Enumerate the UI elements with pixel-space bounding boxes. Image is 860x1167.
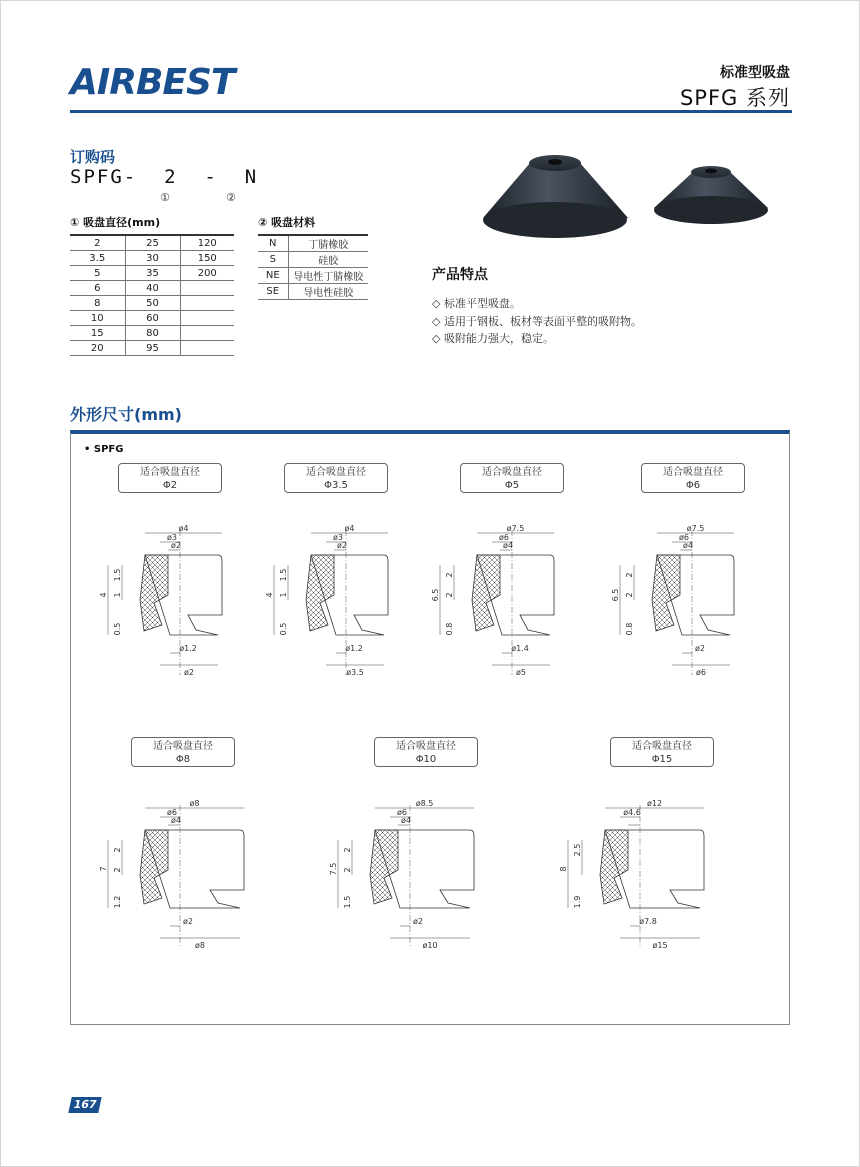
order-marker-1: ①: [160, 191, 170, 204]
table-cell: 3.5: [70, 251, 125, 266]
dim-total-height: 4: [265, 592, 274, 598]
brand-logo: [70, 62, 235, 103]
table-cell: 80: [125, 326, 180, 341]
caption-size: Φ2: [162, 480, 178, 491]
diameter-row: [70, 266, 234, 281]
diameter-row: [70, 251, 234, 266]
caption-label: 适合吸盘直径: [663, 467, 723, 478]
dim-inner-diameter: ø2: [337, 541, 347, 550]
dim-bottom-inner: ø1.2: [179, 644, 197, 653]
table-cell: 5: [70, 266, 125, 281]
dim-height-1: 1.5: [279, 568, 288, 582]
dim-mid-diameter: ø6: [679, 533, 689, 542]
order-marker-2: ②: [226, 191, 236, 204]
caption-label: 适合吸盘直径: [140, 467, 200, 478]
table-cell: [180, 326, 234, 341]
product-photo: [478, 148, 778, 248]
dim-bottom-outer: ø15: [652, 941, 668, 950]
dim-top-diameter: ø4: [178, 524, 189, 533]
dim-top-diameter: ø7.5: [506, 524, 525, 533]
suitable-size-caption: [131, 737, 235, 767]
feature-item: ◇ 标准平型吸盘。: [432, 297, 521, 310]
table-cell: 导电性硅胶: [288, 284, 368, 300]
cup-section-drawing: [612, 515, 762, 690]
caption-label: 适合吸盘直径: [153, 741, 213, 752]
dim-total-height: 4: [99, 592, 108, 598]
table-cell: SE: [258, 284, 288, 300]
table-cell: 导电性丁腈橡胶: [288, 268, 368, 284]
dim-height-1: 2: [445, 572, 454, 578]
table-cell: 25: [125, 235, 180, 251]
brand-name: AIRBEST: [70, 62, 235, 103]
dim-inner-diameter: ø4: [401, 816, 411, 825]
header-rule: [70, 110, 792, 113]
suitable-size-caption: [460, 463, 564, 493]
cup-section-drawing: [330, 790, 500, 965]
caption-size: Φ15: [651, 754, 673, 765]
table-cell: 8: [70, 296, 125, 311]
diameter-row: [70, 281, 234, 296]
table-cell: 6: [70, 281, 125, 296]
dim-total-height: 6.5: [611, 588, 620, 602]
material-table: [258, 234, 368, 300]
table-cell: 150: [180, 251, 234, 266]
dim-total-height: 7.5: [329, 862, 338, 876]
dimensions-series-label: • SPFG: [84, 444, 124, 455]
table-cell: 120: [180, 235, 234, 251]
material-row: [258, 235, 368, 252]
dim-top-diameter: ø8: [189, 799, 200, 808]
material-table-header: ② 吸盘材料: [258, 216, 316, 229]
caption-label: 适合吸盘直径: [396, 741, 456, 752]
dim-bottom-outer: ø3.5: [346, 668, 364, 677]
page-number: 167: [68, 1097, 101, 1113]
dim-top-diameter: ø12: [646, 799, 663, 808]
dim-height-2: 1: [113, 592, 122, 598]
material-row: [258, 252, 368, 268]
features-title: 产品特点: [432, 267, 488, 283]
dim-bottom-inner: ø7.8: [639, 917, 657, 926]
table-cell: 10: [70, 311, 125, 326]
caption-label: 适合吸盘直径: [306, 467, 366, 478]
suitable-size-caption: [118, 463, 222, 493]
table-cell: [180, 296, 234, 311]
dim-bottom-outer: ø5: [516, 668, 526, 677]
caption-size: Φ10: [415, 754, 437, 765]
table-cell: 30: [125, 251, 180, 266]
table-cell: 95: [125, 341, 180, 356]
suitable-size-caption: [374, 737, 478, 767]
series-title: SPFG 系列: [679, 86, 790, 110]
order-code: SPFG- 2 - N: [70, 166, 259, 188]
table-cell: 40: [125, 281, 180, 296]
dim-top-diameter: ø4: [344, 524, 355, 533]
caption-size: Φ8: [175, 754, 191, 765]
caption-size: Φ5: [504, 480, 520, 491]
dim-mid-diameter: ø6: [499, 533, 509, 542]
diameter-row: [70, 235, 234, 251]
cup-section-drawing: [432, 515, 582, 690]
suitable-size-caption: [641, 463, 745, 493]
diameter-row: [70, 341, 234, 356]
dim-lip-height: 1.2: [113, 895, 122, 909]
caption-label: 适合吸盘直径: [632, 741, 692, 752]
cup-section-drawing: [100, 790, 270, 965]
table-cell: 20: [70, 341, 125, 356]
table-cell: 15: [70, 326, 125, 341]
diameter-table-header: ① 吸盘直径(mm): [70, 216, 161, 229]
caption-size: Φ6: [685, 480, 701, 491]
dim-lip-height: 1.9: [573, 895, 582, 909]
table-cell: S: [258, 252, 288, 268]
diameter-row: [70, 326, 234, 341]
table-cell: 200: [180, 266, 234, 281]
dim-height-2: 1: [279, 592, 288, 598]
dim-mid-diameter: ø3: [333, 533, 343, 542]
dim-height-1: 2: [113, 847, 122, 853]
dim-inner-diameter: ø4: [503, 541, 513, 550]
material-row: [258, 284, 368, 300]
large-cup-photo: [483, 155, 628, 238]
dim-lip-height: 1.5: [343, 895, 352, 909]
diameter-row: [70, 311, 234, 326]
feature-item: ◇ 适用于钢板、板材等表面平整的吸附物。: [432, 315, 642, 328]
dim-inner-diameter: ø4: [171, 816, 181, 825]
caption-label: 适合吸盘直径: [482, 467, 542, 478]
dim-total-height: 7: [99, 866, 108, 872]
feature-item: ◇ 吸附能力强大，稳定。: [432, 332, 554, 345]
dim-bottom-inner: ø2: [413, 917, 423, 926]
dim-bottom-inner: ø1.4: [511, 644, 529, 653]
dim-top-diameter: ø7.5: [686, 524, 705, 533]
dim-bottom-outer: ø10: [422, 941, 438, 950]
dim-inner-diameter: ø2: [171, 541, 181, 550]
dim-mid-diameter: ø3: [167, 533, 177, 542]
table-cell: 2: [70, 235, 125, 251]
dim-height-1: 2.5: [573, 843, 582, 857]
table-cell: 60: [125, 311, 180, 326]
dim-height-2: 2: [625, 592, 634, 598]
table-cell: 35: [125, 266, 180, 281]
dim-mid-diameter: ø6: [397, 808, 407, 817]
caption-size: Φ3.5: [324, 480, 348, 491]
dim-bottom-outer: ø2: [184, 668, 194, 677]
table-cell: NE: [258, 268, 288, 284]
dim-mid-diameter: ø4.6: [623, 808, 641, 817]
dim-lip-height: 0.5: [113, 622, 122, 636]
dim-height-2: 2: [343, 867, 352, 873]
suitable-size-caption: [284, 463, 388, 493]
dim-height-1: 2: [343, 847, 352, 853]
dim-top-diameter: ø8.5: [415, 799, 434, 808]
table-cell: 50: [125, 296, 180, 311]
cup-section-drawing: [100, 515, 250, 690]
dim-height-2: 2: [113, 867, 122, 873]
table-cell: [180, 281, 234, 296]
dimensions-title: 外形尺寸(mm): [70, 405, 182, 424]
dim-bottom-inner: ø1.2: [345, 644, 363, 653]
material-row: [258, 268, 368, 284]
cup-section-drawing: [266, 515, 416, 690]
dim-bottom-outer: ø8: [195, 941, 205, 950]
dim-height-2: 2: [445, 592, 454, 598]
dim-bottom-inner: ø2: [183, 917, 193, 926]
small-cup-photo: [654, 166, 768, 224]
series-subtitle: 标准型吸盘: [720, 65, 790, 81]
dim-total-height: 8: [559, 866, 568, 872]
diameter-table: [70, 234, 234, 356]
table-cell: [180, 311, 234, 326]
table-cell: [180, 341, 234, 356]
dim-lip-height: 0.5: [279, 622, 288, 636]
dim-bottom-inner: ø2: [695, 644, 705, 653]
table-cell: 丁腈橡胶: [288, 235, 368, 252]
dim-mid-diameter: ø6: [167, 808, 177, 817]
dim-total-height: 6.5: [431, 588, 440, 602]
dim-bottom-outer: ø6: [696, 668, 706, 677]
dim-height-1: 2: [625, 572, 634, 578]
diameter-row: [70, 296, 234, 311]
order-code-title: 订购码: [70, 148, 116, 166]
table-cell: 硅胶: [288, 252, 368, 268]
dim-inner-diameter: ø4: [683, 541, 693, 550]
suitable-size-caption: [610, 737, 714, 767]
dim-height-1: 1.5: [113, 568, 122, 582]
dim-lip-height: 0.8: [625, 622, 634, 636]
table-cell: N: [258, 235, 288, 252]
dim-lip-height: 0.8: [445, 622, 454, 636]
cup-section-drawing: [560, 790, 730, 965]
